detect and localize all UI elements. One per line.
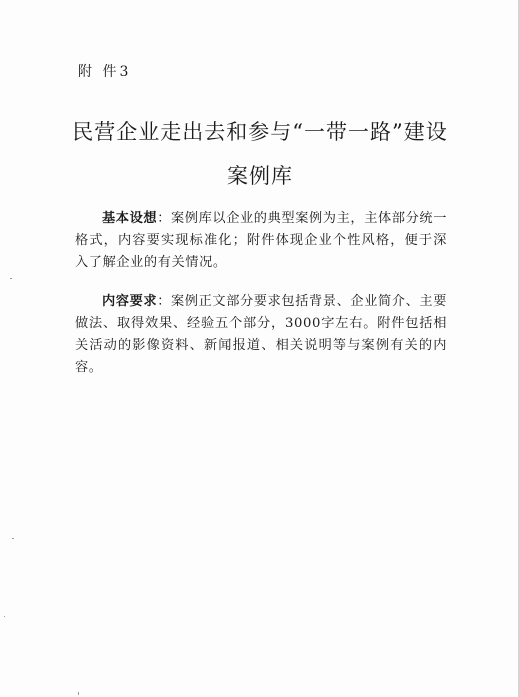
- paragraph-lead: 内容要求: [102, 294, 158, 309]
- document-title-line-1: 民营企业走出去和参与“一带一路”建设: [72, 120, 448, 144]
- paragraph-basic-concept: [75, 208, 447, 274]
- attachment-label: 附 件3: [78, 64, 132, 80]
- paragraph-body: ：案例正文部分要求包括背景、企业简介、主要做法、取得效果、经验五个部分，3000字左右。附件包括相关活动的影像资料、新闻报道、相关说明等与案例有关的内容。: [75, 294, 447, 375]
- document-title-line-2: 案例库: [227, 164, 293, 188]
- paragraph-lead: 基本设想: [102, 211, 158, 226]
- scan-speck: [78, 692, 79, 695]
- scan-speck: [12, 538, 14, 539]
- paragraph-body: ：案例库以企业的典型案例为主，主体部分统一格式，内容要实现标准化；附件体现企业个性风格，便于深入了解企业的有关情况。: [75, 211, 447, 270]
- scan-speck: [10, 278, 12, 279]
- paragraph-content-requirements: [75, 291, 447, 379]
- scan-speck: [4, 616, 5, 617]
